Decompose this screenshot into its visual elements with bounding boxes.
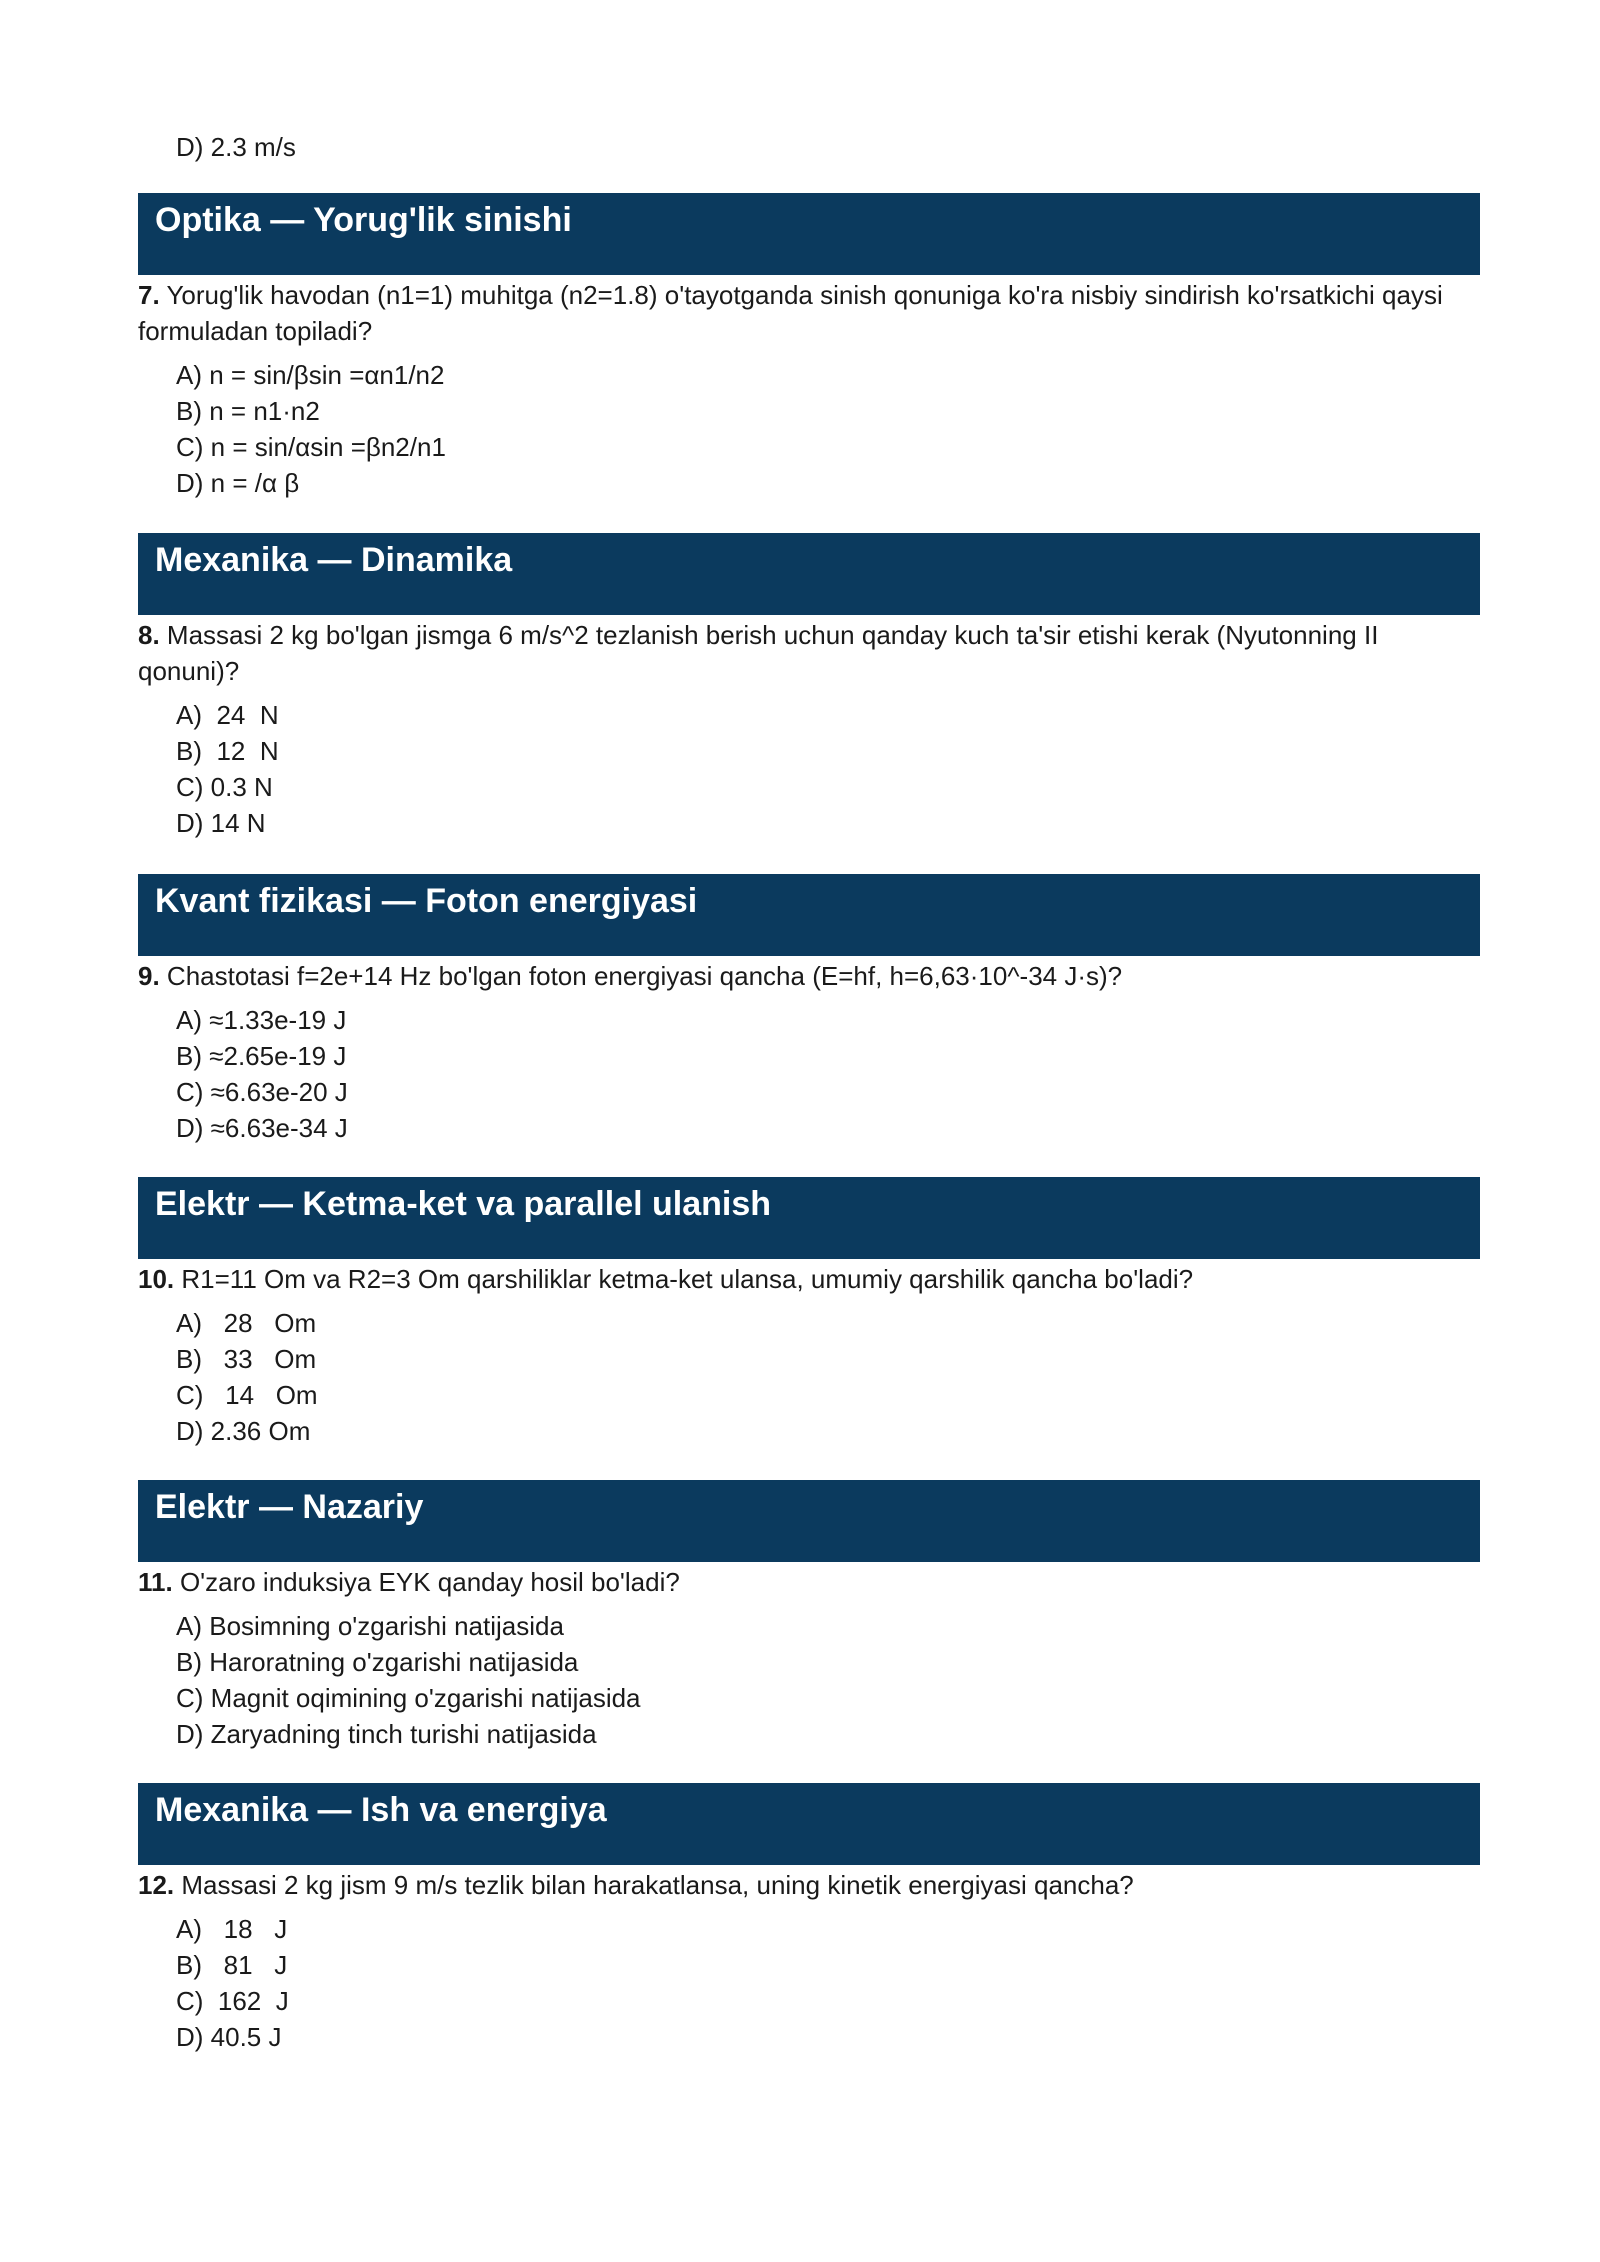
- question-text: [138, 1259, 1480, 1297]
- question-number: 10.: [138, 1264, 175, 1294]
- question-section: [138, 1783, 1480, 2055]
- answer-options: [138, 697, 1480, 841]
- answer-option: D) ≈6.63e-34 J: [176, 1113, 348, 1143]
- answer-option: B) Haroratning o'zgarishi natijasida: [176, 1647, 579, 1677]
- question-section: [138, 874, 1480, 1146]
- question-section: [138, 193, 1480, 501]
- section-header: Mexanika — Ish va energiya: [138, 1783, 1480, 1865]
- question-body: Yorug'lik havodan (n1=1) muhitga (n2=1.8) o'tayotganda sinish qonuniga ko'ra nisbiy sindirish ko'rsatkichi qaysi formuladan topiladi?: [138, 280, 1443, 346]
- section-header: Elektr — Nazariy: [138, 1480, 1480, 1562]
- question-section: [138, 1480, 1480, 1752]
- question-number: 12.: [138, 1870, 175, 1900]
- answer-option: C) 14 Om: [176, 1380, 318, 1410]
- question-section: [138, 533, 1480, 841]
- answer-option: C) 0.3 N: [176, 772, 273, 802]
- answer-option: A) 24 N: [176, 700, 279, 730]
- answer-options: [138, 1002, 1480, 1146]
- answer-option: D) 2.36 Om: [176, 1416, 311, 1446]
- answer-option: B) ≈2.65e-19 J: [176, 1041, 347, 1071]
- section-header: Mexanika — Dinamika: [138, 533, 1480, 615]
- answer-option: A) ≈1.33e-19 J: [176, 1005, 347, 1035]
- answer-option: C) ≈6.63e-20 J: [176, 1077, 348, 1107]
- question-number: 8.: [138, 620, 160, 650]
- question-text: [138, 1562, 1480, 1600]
- section-header: Elektr — Ketma-ket va parallel ulanish: [138, 1177, 1480, 1259]
- answer-options: [138, 1608, 1480, 1752]
- answer-option: A) Bosimning o'zgarishi natijasida: [176, 1611, 564, 1641]
- question-section: [138, 1177, 1480, 1449]
- section-header: Kvant fizikasi — Foton energiyasi: [138, 874, 1480, 956]
- question-number: 7.: [138, 280, 160, 310]
- answer-option: D) n = /α β: [176, 468, 300, 498]
- question-number: 11.: [138, 1567, 173, 1597]
- answer-options: [138, 357, 1480, 501]
- answer-option: B) n = n1·n2: [176, 396, 320, 426]
- answer-option: A) n = sin/βsin =αn1/n2: [176, 360, 445, 390]
- answer-option: C) n = sin/αsin =βn2/n1: [176, 432, 446, 462]
- answer-options: [138, 1305, 1480, 1449]
- answer-option: A) 28 Om: [176, 1308, 317, 1338]
- question-body: R1=11 Om va R2=3 Om qarshiliklar ketma-ket ulansa, umumiy qarshilik qancha bo'ladi?: [174, 1264, 1194, 1294]
- answer-option: A) 18 J: [176, 1914, 288, 1944]
- answer-options: [138, 1911, 1480, 2055]
- answer-option: D) Zaryadning tinch turishi natijasida: [176, 1719, 597, 1749]
- question-body: Massasi 2 kg bo'lgan jismga 6 m/s^2 tezlanish berish uchun qanday kuch ta'sir etishi kerak (Nyutonning II qonuni)?: [138, 620, 1379, 686]
- question-body: Massasi 2 kg jism 9 m/s tezlik bilan harakatlansa, uning kinetik energiyasi qancha?: [174, 1870, 1134, 1900]
- answer-option: C) Magnit oqimining o'zgarishi natijasida: [176, 1683, 641, 1713]
- question-text: [138, 615, 1480, 689]
- answer-option: B) 33 Om: [176, 1344, 317, 1374]
- question-body: O'zaro induksiya EYK qanday hosil bo'ladi?: [172, 1567, 680, 1597]
- answer-option: B) 12 N: [176, 736, 279, 766]
- question-body: Chastotasi f=2e+14 Hz bo'lgan foton energiyasi qancha (E=hf, h=6,63·10^-34 J·s)?: [159, 961, 1123, 991]
- question-text: [138, 1865, 1480, 1903]
- answer-option: C) 162 J: [176, 1986, 289, 2016]
- answer-option: D) 2.3 m/s: [176, 132, 296, 162]
- question-text: [138, 275, 1480, 349]
- answer-option: D) 40.5 J: [176, 2022, 282, 2052]
- answer-option: D) 14 N: [176, 808, 266, 838]
- question-number: 9.: [138, 961, 160, 991]
- answer-option: B) 81 J: [176, 1950, 288, 1980]
- section-header: Optika — Yorug'lik sinishi: [138, 193, 1480, 275]
- question-text: [138, 956, 1480, 994]
